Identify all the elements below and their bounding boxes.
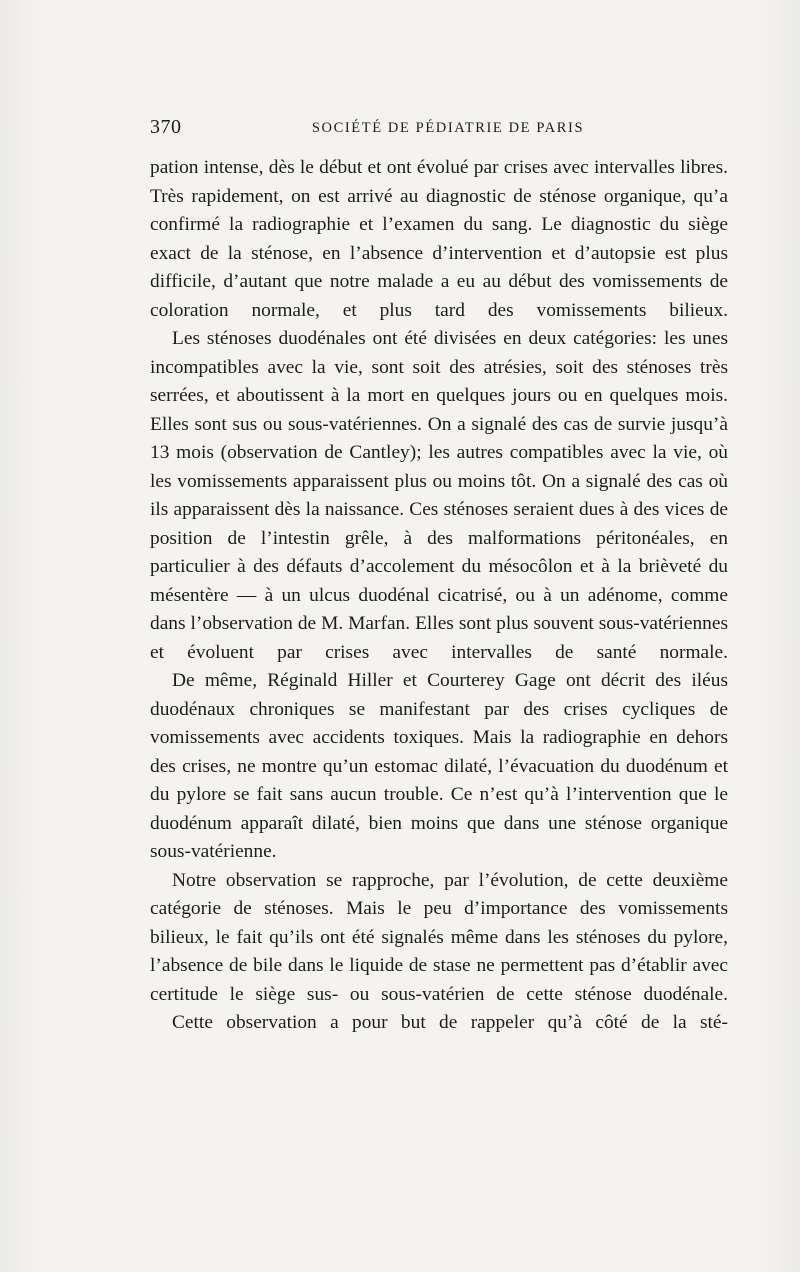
paragraph-2: Les sténoses duodénales ont été divisées en deux catégories: les unes incompatibles avec la vie, sont soit des atrésies, soit des sténoses très serrées, et aboutissent à la mort en quelques jours ou en quelques mois. Elles sont sus ou sous-vatériennes. On a signalé des cas de survie jusqu’à 13 mois (observation de Cantley); les autres compatibles avec la vie, où les vomissements apparaissent plus ou moins tôt. On a signalé des cas où ils apparaissent dès la naissance. Ces sténoses seraient dues à des vices de position de l’intestin grêle, à des malformations péritonéales, en particulier à des défauts d’accolement du mésocôlon et à la brièveté du mésentère — à un ulcus duodénal cicatrisé, ou à un adénome, comme dans l’observation de M. Marfan. Elles sont plus souvent sous-vatériennes et évoluent par crises avec intervalles de santé normale. [150,328,728,663]
paragraph-1: pation intense, dès le début et ont évolué par crises avec intervalles libres. Très rapidement, on est arrivé au diagnostic de sténose organique, qu’a confirmé la radiographie et l’examen du sang. Le diagnostic du siège exact de la sténose, en l’absence d’intervention et d’autopsie est plus difficile, d’autant que notre malade a eu au début des vomissements de coloration normale, et plus tard des vomissements bilieux. [150,157,728,321]
paragraph-4: Notre observation se rapproche, par l’évolution, de cette deuxième catégorie de sténoses. Mais le peu d’importance des vomissements bilieux, le fait qu’ils ont été signalés même dans les sténoses du pylore, l’absence de bile dans le liquide de stase ne permettent pas d’établir avec certitude le siège sus- ou sous-vatérien de cette sténose duodénale. [150,869,728,1005]
paragraph-5: Cette observation a pour but de rappeler qu’à côté de la sté- [172,1012,728,1033]
body-text [150,154,728,1038]
page-header [150,116,728,144]
page-number: 370 [150,116,182,138]
running-title: SOCIÉTÉ DE PÉDIATRIE DE PARIS [311,120,585,136]
paragraph-3: De même, Réginald Hiller et Courterey Gage ont décrit des iléus duodénaux chroniques se manifestant par des crises cycliques de vomissements avec accidents toxiques. Mais la radiographie en dehors des crises, ne montre qu’un estomac dilaté, l’évacuation du duodénum et du pylore se fait sans aucun trouble. Ce n’est qu’à l’intervention que le duodénum apparaît dilaté, bien moins que dans une sténose organique sous-vatérienne. [150,670,728,862]
